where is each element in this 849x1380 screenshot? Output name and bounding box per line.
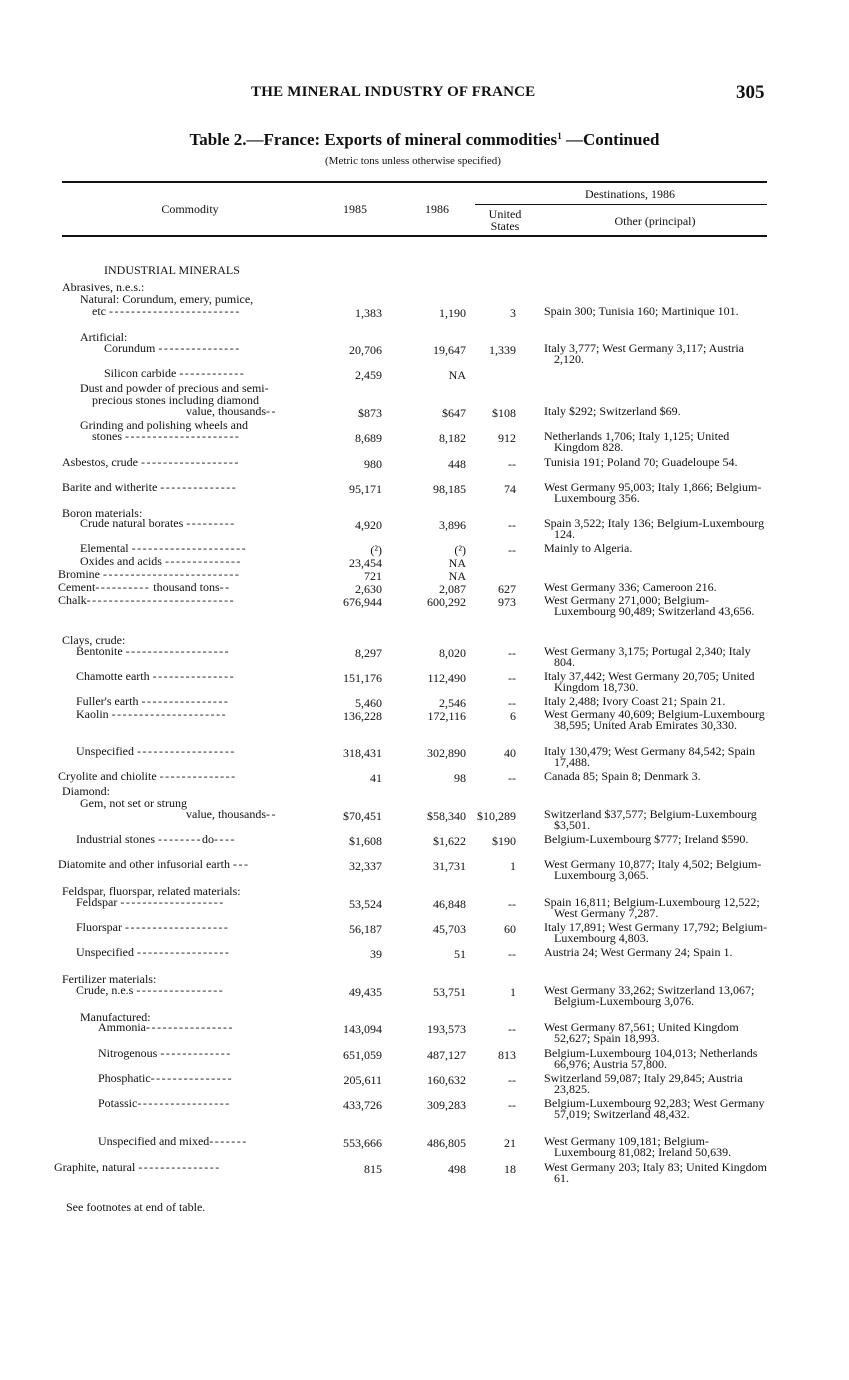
cell-1985: 23,454 bbox=[349, 556, 382, 570]
cell-1985: 318,431 bbox=[343, 746, 382, 760]
row-label: Silicon carbide ------------ bbox=[104, 366, 246, 380]
cell-1986: 2,546 bbox=[439, 696, 466, 710]
row-label: stones --------------------- bbox=[92, 429, 241, 443]
table-title-footnote-mark: 1 bbox=[557, 131, 562, 141]
destinations-rule bbox=[475, 204, 767, 205]
cell-other: West Germany 109,181; Belgium-Luxembourg 81,082; Ireland 50,639. bbox=[544, 1134, 732, 1159]
cell-us: 813 bbox=[498, 1048, 516, 1062]
cell-1985: 205,611 bbox=[343, 1073, 382, 1087]
row-label: etc ------------------------ bbox=[92, 304, 241, 318]
cell-1985: 41 bbox=[370, 771, 382, 785]
cell-other: West Germany 10,877; Italy 4,502; Belgium-Luxembourg 3,065. bbox=[544, 857, 762, 882]
row-label: Industrial stones --------do---- bbox=[76, 832, 236, 846]
table-title bbox=[0, 130, 849, 150]
row-label: Graphite, natural --------------- bbox=[54, 1160, 221, 1174]
header-commodity: Commodity bbox=[161, 202, 219, 216]
header-us-line2: States bbox=[490, 219, 520, 233]
cell-1985: 8,297 bbox=[355, 646, 382, 660]
header-1985: 1985 bbox=[343, 202, 367, 216]
cell-other: Italy 130,479; West Germany 84,542; Spain 17,488. bbox=[544, 744, 756, 769]
cell-1986: 51 bbox=[454, 947, 466, 961]
row-label: Asbestos, crude ------------------ bbox=[62, 455, 240, 469]
cell-us: 74 bbox=[504, 482, 516, 496]
cell-1986: 193,573 bbox=[427, 1022, 466, 1036]
row-label: Unspecified and mixed------- bbox=[98, 1134, 248, 1148]
row-label: Corundum --------------- bbox=[104, 341, 241, 355]
cell-us: 40 bbox=[504, 746, 516, 760]
cell-us: 912 bbox=[498, 431, 516, 445]
cell-us: 3 bbox=[510, 306, 516, 320]
section-title: INDUSTRIAL MINERALS bbox=[104, 263, 240, 277]
header-us-line1: United bbox=[488, 207, 522, 221]
group-feldspar: Feldspar, fluorspar, related materials: bbox=[62, 884, 241, 898]
cell-1986: 98 bbox=[454, 771, 466, 785]
cell-us: $108 bbox=[492, 406, 516, 420]
cell-us: -- bbox=[508, 771, 516, 785]
cell-1986: 46,848 bbox=[433, 897, 466, 911]
table-subtitle: (Metric tons unless otherwise specified) bbox=[325, 155, 501, 167]
cell-1985: 8,689 bbox=[355, 431, 382, 445]
cell-1985: 56,187 bbox=[349, 922, 382, 936]
group-clays: Clays, crude: bbox=[62, 633, 126, 647]
group-natural: Natural: Corundum, emery, pumice, bbox=[80, 292, 254, 306]
group-dust-2: precious stones including diamond bbox=[92, 393, 259, 407]
table-title-suffix: —Continued bbox=[561, 130, 660, 149]
row-label: Ammonia---------------- bbox=[98, 1020, 234, 1034]
row-label: Nitrogenous ------------- bbox=[98, 1046, 232, 1060]
row-label: Phosphatic--------------- bbox=[98, 1071, 234, 1085]
cell-1986: $647 bbox=[442, 406, 466, 420]
cell-other: Spain 300; Tunisia 160; Martinique 101. bbox=[544, 304, 739, 318]
cell-1986: NA bbox=[448, 569, 466, 583]
cell-1985: 433,726 bbox=[343, 1098, 382, 1112]
cell-1986: $58,340 bbox=[427, 809, 466, 823]
cell-other: Italy 17,891; West Germany 17,792; Belgium-Luxembourg 4,803. bbox=[544, 920, 768, 945]
group-dust-1: Dust and powder of precious and semi- bbox=[80, 381, 269, 395]
row-label: Unspecified ------------------ bbox=[76, 744, 236, 758]
row-label: Potassic----------------- bbox=[98, 1096, 231, 1110]
cell-1986: 600,292 bbox=[427, 595, 466, 609]
row-label: Elemental --------------------- bbox=[80, 541, 248, 555]
running-head-title: THE MINERAL INDUSTRY OF FRANCE bbox=[251, 84, 536, 100]
row-label: Kaolin --------------------- bbox=[76, 707, 228, 721]
cell-us: $190 bbox=[492, 834, 516, 848]
cell-1985: 136,228 bbox=[343, 709, 382, 723]
group-artificial: Artificial: bbox=[80, 330, 128, 344]
cell-1985: 32,337 bbox=[349, 859, 382, 873]
group-boron: Boron materials: bbox=[62, 506, 143, 520]
cell-1986: NA bbox=[448, 368, 466, 382]
header-top-rule bbox=[62, 181, 767, 183]
cell-other: West Germany 336; Cameroon 216. bbox=[544, 580, 717, 594]
cell-1986: 19,647 bbox=[433, 343, 466, 357]
header-other: Other (principal) bbox=[614, 214, 696, 228]
row-label: value, thousands-- bbox=[186, 404, 277, 418]
cell-other: Italy 3,777; West Germany 3,117; Austria 2,120. bbox=[544, 341, 745, 366]
cell-1985: 2,459 bbox=[355, 368, 382, 382]
cell-other: West Germany 203; Italy 83; United Kingdom 61. bbox=[544, 1160, 767, 1185]
row-label: Oxides and acids -------------- bbox=[80, 554, 242, 568]
cell-us: -- bbox=[508, 1022, 516, 1036]
cell-other: Belgium-Luxembourg $777; Ireland $590. bbox=[544, 832, 749, 846]
cell-1985: $873 bbox=[358, 406, 382, 420]
cell-us: 973 bbox=[498, 595, 516, 609]
cell-1986: 45,703 bbox=[433, 922, 466, 936]
row-label: Chamotte earth --------------- bbox=[76, 669, 236, 683]
cell-1986: 1,190 bbox=[439, 306, 466, 320]
cell-other: Italy 2,488; Ivory Coast 21; Spain 21. bbox=[544, 694, 726, 708]
group-gem: Gem, not set or strung bbox=[80, 796, 187, 810]
header-1986: 1986 bbox=[425, 202, 449, 216]
cell-us: 60 bbox=[504, 922, 516, 936]
header-bottom-rule bbox=[62, 235, 767, 237]
row-label: Fuller's earth ---------------- bbox=[76, 694, 230, 708]
cell-us: 21 bbox=[504, 1136, 516, 1150]
footnote: See footnotes at end of table. bbox=[66, 1200, 206, 1214]
cell-other: Tunisia 191; Poland 70; Guadeloupe 54. bbox=[544, 455, 738, 469]
cell-1985: 95,171 bbox=[349, 482, 382, 496]
cell-1985: $1,608 bbox=[349, 834, 382, 848]
cell-1985: 5,460 bbox=[355, 696, 382, 710]
cell-other: Italy $292; Switzerland $69. bbox=[544, 404, 681, 418]
cell-us: 1 bbox=[510, 859, 516, 873]
cell-other: Switzerland 59,087; Italy 29,845; Austria 23,825. bbox=[544, 1071, 743, 1096]
cell-us: -- bbox=[508, 671, 516, 685]
cell-1986: 112,490 bbox=[427, 671, 466, 685]
row-label: Barite and witherite -------------- bbox=[62, 480, 238, 494]
cell-1985: 651,059 bbox=[343, 1048, 382, 1062]
cell-us: -- bbox=[508, 543, 516, 557]
cell-us: -- bbox=[508, 696, 516, 710]
cell-1985: 721 bbox=[364, 569, 382, 583]
cell-other: Italy 37,442; West Germany 20,705; United Kingdom 18,730. bbox=[544, 669, 755, 694]
cell-1985: 49,435 bbox=[349, 985, 382, 999]
cell-1986: 498 bbox=[448, 1162, 466, 1176]
cell-other: Switzerland $37,577; Belgium-Luxembourg $3,501. bbox=[544, 807, 757, 832]
cell-1986: 8,182 bbox=[439, 431, 466, 445]
cell-1985: $70,451 bbox=[343, 809, 382, 823]
cell-other: Belgium-Luxembourg 104,013; Netherlands 66,976; Austria 57,800. bbox=[544, 1046, 758, 1071]
group-abrasives: Abrasives, n.e.s.: bbox=[62, 280, 145, 294]
group-fertilizer: Fertilizer materials: bbox=[62, 972, 157, 986]
row-label: Bromine ------------------------- bbox=[58, 567, 241, 581]
row-label: Crude, n.e.s ---------------- bbox=[76, 983, 225, 997]
cell-1986: (²) bbox=[454, 543, 466, 557]
header-destinations: Destinations, 1986 bbox=[585, 187, 675, 201]
cell-1985: 980 bbox=[364, 457, 382, 471]
cell-us: 18 bbox=[504, 1162, 516, 1176]
cell-1986: 448 bbox=[448, 457, 466, 471]
cell-1986: 172,116 bbox=[427, 709, 466, 723]
cell-1985: 4,920 bbox=[355, 518, 382, 532]
cell-us: 1 bbox=[510, 985, 516, 999]
cell-us: -- bbox=[508, 646, 516, 660]
cell-1986: 302,890 bbox=[427, 746, 466, 760]
cell-1986: 486,805 bbox=[427, 1136, 466, 1150]
cell-us: -- bbox=[508, 518, 516, 532]
cell-other: Canada 85; Spain 8; Denmark 3. bbox=[544, 769, 701, 783]
cell-other: West Germany 87,561; United Kingdom 52,627; Spain 18,993. bbox=[544, 1020, 739, 1045]
cell-other: Austria 24; West Germany 24; Spain 1. bbox=[544, 945, 733, 959]
cell-1986: 53,751 bbox=[433, 985, 466, 999]
cell-us: 627 bbox=[498, 582, 516, 596]
cell-other: West Germany 33,262; Switzerland 13,067; Belgium-Luxembourg 3,076. bbox=[544, 983, 755, 1008]
row-label: Diatomite and other infusorial earth --- bbox=[58, 857, 250, 871]
cell-1986: 309,283 bbox=[427, 1098, 466, 1112]
row-label: Fluorspar ------------------- bbox=[76, 920, 230, 934]
row-label: Chalk--------------------------- bbox=[58, 593, 236, 607]
cell-1985: 143,094 bbox=[343, 1022, 382, 1036]
cell-us: -- bbox=[508, 1098, 516, 1112]
cell-us: $10,289 bbox=[477, 809, 516, 823]
cell-us: 1,339 bbox=[489, 343, 516, 357]
cell-other: Mainly to Algeria. bbox=[544, 541, 633, 555]
cell-1986: NA bbox=[448, 556, 466, 570]
cell-1985: 553,666 bbox=[343, 1136, 382, 1150]
cell-1985: (²) bbox=[370, 543, 382, 557]
cell-other: Spain 16,811; Belgium-Luxembourg 12,522; West Germany 7,287. bbox=[544, 895, 760, 920]
cell-1986: 31,731 bbox=[433, 859, 466, 873]
cell-1985: 2,630 bbox=[355, 582, 382, 596]
cell-1986: 487,127 bbox=[427, 1048, 466, 1062]
cell-1986: 160,632 bbox=[427, 1073, 466, 1087]
cell-other: West Germany 95,003; Italy 1,866; Belgium-Luxembourg 356. bbox=[544, 480, 762, 505]
row-label: Unspecified ----------------- bbox=[76, 945, 231, 959]
cell-1986: 2,087 bbox=[439, 582, 466, 596]
cell-1986: $1,622 bbox=[433, 834, 466, 848]
cell-1985: 20,706 bbox=[349, 343, 382, 357]
cell-1985: 39 bbox=[370, 947, 382, 961]
cell-other: West Germany 271,000; Belgium-Luxembourg 90,489; Switzerland 43,656. bbox=[544, 593, 755, 618]
group-manufactured: Manufactured: bbox=[80, 1010, 151, 1024]
cell-us: -- bbox=[508, 897, 516, 911]
group-grinding: Grinding and polishing wheels and bbox=[80, 418, 248, 432]
cell-1986: 3,896 bbox=[439, 518, 466, 532]
cell-1985: 1,383 bbox=[355, 306, 382, 320]
cell-other: Spain 3,522; Italy 136; Belgium-Luxembourg 124. bbox=[544, 516, 765, 541]
row-label: Cryolite and chiolite -------------- bbox=[58, 769, 237, 783]
cell-other: West Germany 3,175; Portugal 2,340; Italy 804. bbox=[544, 644, 751, 669]
cell-1986: 8,020 bbox=[439, 646, 466, 660]
cell-1985: 676,944 bbox=[343, 595, 382, 609]
cell-1985: 815 bbox=[364, 1162, 382, 1176]
cell-other: Belgium-Luxembourg 92,283; West Germany 57,019; Switzerland 48,432. bbox=[544, 1096, 765, 1121]
cell-us: -- bbox=[508, 947, 516, 961]
cell-1985: 151,176 bbox=[343, 671, 382, 685]
cell-1986: 98,185 bbox=[433, 482, 466, 496]
cell-other: Netherlands 1,706; Italy 1,125; United Kingdom 828. bbox=[544, 429, 730, 454]
row-label: Bentonite ------------------- bbox=[76, 644, 231, 658]
row-label: Feldspar ------------------- bbox=[76, 895, 225, 909]
cell-other: West Germany 40,609; Belgium-Luxembourg 38,595; United Arab Emirates 30,330. bbox=[544, 707, 765, 732]
page-number: 305 bbox=[736, 82, 765, 103]
row-label: Cement---------- thousand tons-- bbox=[58, 580, 231, 594]
row-label: value, thousands-- bbox=[186, 807, 277, 821]
row-label: Crude natural borates --------- bbox=[80, 516, 236, 530]
cell-1985: 53,524 bbox=[349, 897, 382, 911]
table-title-text: Table 2.—France: Exports of mineral commodities bbox=[189, 130, 558, 149]
cell-us: -- bbox=[508, 457, 516, 471]
group-diamond: Diamond: bbox=[62, 784, 110, 798]
cell-us: 6 bbox=[510, 709, 516, 723]
cell-us: -- bbox=[508, 1073, 516, 1087]
